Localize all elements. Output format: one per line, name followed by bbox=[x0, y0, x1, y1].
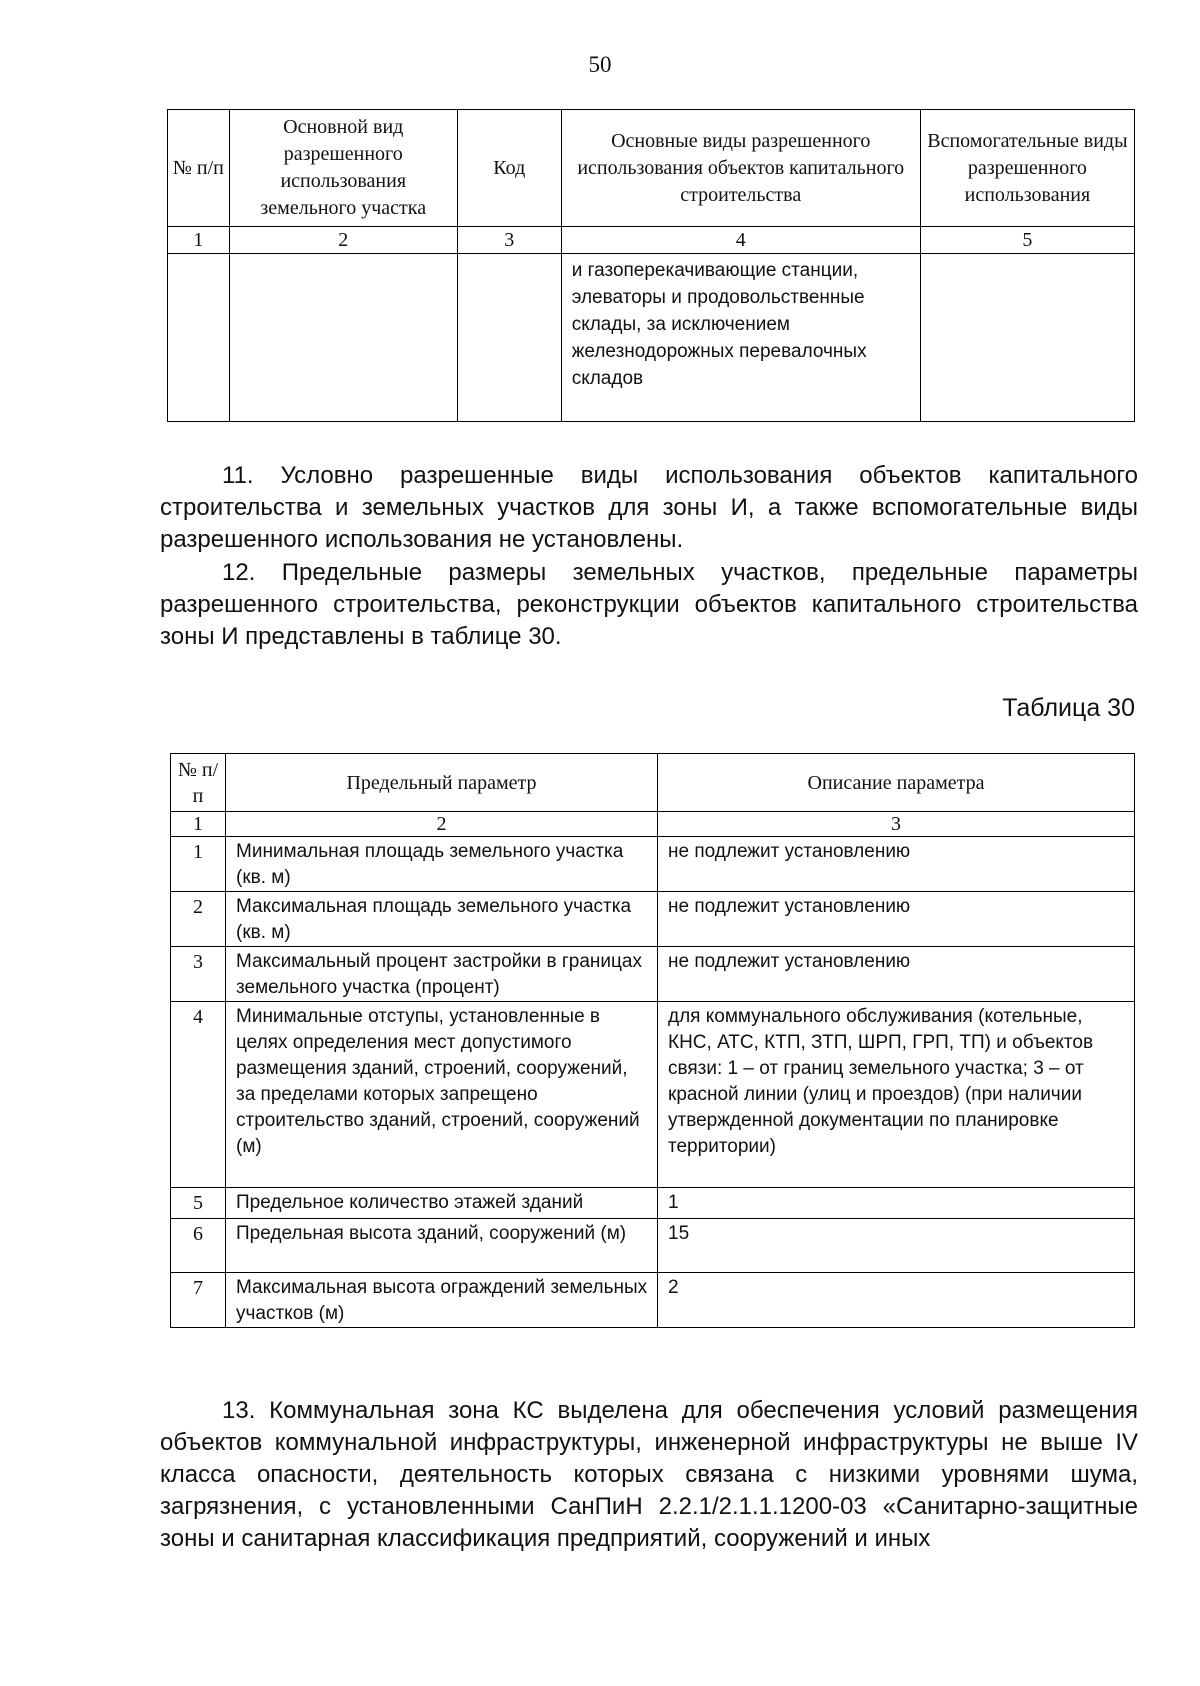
table-row bbox=[171, 1219, 1135, 1273]
top-table-continuation-row bbox=[168, 254, 1135, 422]
paragraph-12: 12. Предельные размеры земельных участков, предельные параметры разрешенного строительства, реконструкции объектов капитального строительства зоны И представлены в таблице 30. bbox=[160, 559, 1138, 650]
continuation-text: и газоперекачивающие станции, элеваторы и продовольственные склады, за исключением железнодорожных перевалочных складов bbox=[561, 254, 920, 422]
row-number: 2 bbox=[171, 892, 226, 947]
row-parameter: Минимальная площадь земельного участка (кв. м) bbox=[226, 837, 658, 892]
table-row bbox=[171, 1002, 1135, 1188]
empty-cell bbox=[168, 254, 230, 422]
row-parameter: Предельная высота зданий, сооружений (м) bbox=[226, 1219, 658, 1273]
page-number: 50 bbox=[588, 52, 612, 77]
row-number: 6 bbox=[171, 1219, 226, 1273]
top-table-header-row bbox=[168, 110, 1135, 227]
table-row bbox=[171, 1188, 1135, 1219]
paragraph-13: 13. Коммунальная зона КС выделена для обеспечения условий размещения объектов коммунальной инфраструктуры, инженерной инфраструктуры не выше IV класса опасности, деятельность которых связана с низкими уровнями шума, загрязнения, с установленными СанПиН 2.2.1/2.1.1.1200-03 «Санитарно-защитные зоны и санитарная классификация предприятий, сооружений и иных bbox=[160, 1397, 1138, 1552]
empty-cell bbox=[920, 254, 1134, 422]
empty-cell bbox=[229, 254, 457, 422]
table-row bbox=[171, 1273, 1135, 1328]
row-number: 3 bbox=[171, 947, 226, 1002]
row-parameter: Максимальная высота ограждений земельных участков (м) bbox=[226, 1273, 658, 1328]
t30-col-number: 1 bbox=[171, 812, 226, 837]
row-description: 1 bbox=[658, 1188, 1135, 1219]
row-description: не подлежит установлению bbox=[658, 892, 1135, 947]
table-30-number-row bbox=[171, 812, 1135, 837]
empty-cell bbox=[457, 254, 561, 422]
table-30 bbox=[170, 753, 1135, 1328]
row-description: для коммунального обслуживания (котельные, КНС, АТС, КТП, ЗТП, ШРП, ГРП, ТП) и объектов связи: 1 – от границ земельного участка; 3 – от красной линии (улиц и проездов) (при наличии утвержденной документации по планировке территории) bbox=[658, 1002, 1135, 1188]
top-header-auxiliary-use: Вспомогательные виды разрешенного использования bbox=[920, 110, 1134, 227]
table-row bbox=[171, 947, 1135, 1002]
top-table-number-row bbox=[168, 227, 1135, 254]
row-parameter: Предельное количество этажей зданий bbox=[226, 1188, 658, 1219]
row-parameter: Максимальная площадь земельного участка (кв. м) bbox=[226, 892, 658, 947]
row-description: не подлежит установлению bbox=[658, 837, 1135, 892]
top-header-num: № п/п bbox=[168, 110, 230, 227]
top-header-code: Код bbox=[457, 110, 561, 227]
t30-header-description: Описание параметра bbox=[658, 754, 1135, 812]
top-col-number: 1 bbox=[168, 227, 230, 254]
row-description: 2 bbox=[658, 1273, 1135, 1328]
table-row bbox=[171, 892, 1135, 947]
top-col-number: 4 bbox=[561, 227, 920, 254]
top-header-main-construction-use: Основные виды разрешенного использования объектов капитального строительства bbox=[561, 110, 920, 227]
table-30-caption: Таблица 30 bbox=[1002, 694, 1135, 722]
table-row bbox=[171, 837, 1135, 892]
t30-header-parameter: Предельный параметр bbox=[226, 754, 658, 812]
top-col-number: 5 bbox=[920, 227, 1134, 254]
top-header-main-land-use: Основной вид разрешенного использования земельного участка bbox=[229, 110, 457, 227]
row-number: 5 bbox=[171, 1188, 226, 1219]
row-parameter: Максимальный процент застройки в границах земельного участка (процент) bbox=[226, 947, 658, 1002]
row-description: не подлежит установлению bbox=[658, 947, 1135, 1002]
top-col-number: 3 bbox=[457, 227, 561, 254]
row-description: 15 bbox=[658, 1219, 1135, 1273]
paragraph-11: 11. Условно разрешенные виды использования объектов капитального строительства и земельных участков для зоны И, а также вспомогательные виды разрешенного использования не установлены. bbox=[160, 462, 1138, 553]
t30-header-num: № п/п bbox=[171, 754, 226, 812]
t30-col-number: 3 bbox=[658, 812, 1135, 837]
top-col-number: 2 bbox=[229, 227, 457, 254]
top-table bbox=[167, 109, 1135, 422]
row-number: 7 bbox=[171, 1273, 226, 1328]
row-parameter: Минимальные отступы, установленные в целях определения мест допустимого размещения зданий, строений, сооружений, за пределами которых запрещено строительство зданий, строений, сооружений (м) bbox=[226, 1002, 658, 1188]
row-number: 1 bbox=[171, 837, 226, 892]
row-number: 4 bbox=[171, 1002, 226, 1188]
t30-col-number: 2 bbox=[226, 812, 658, 837]
table-30-header-row bbox=[171, 754, 1135, 812]
